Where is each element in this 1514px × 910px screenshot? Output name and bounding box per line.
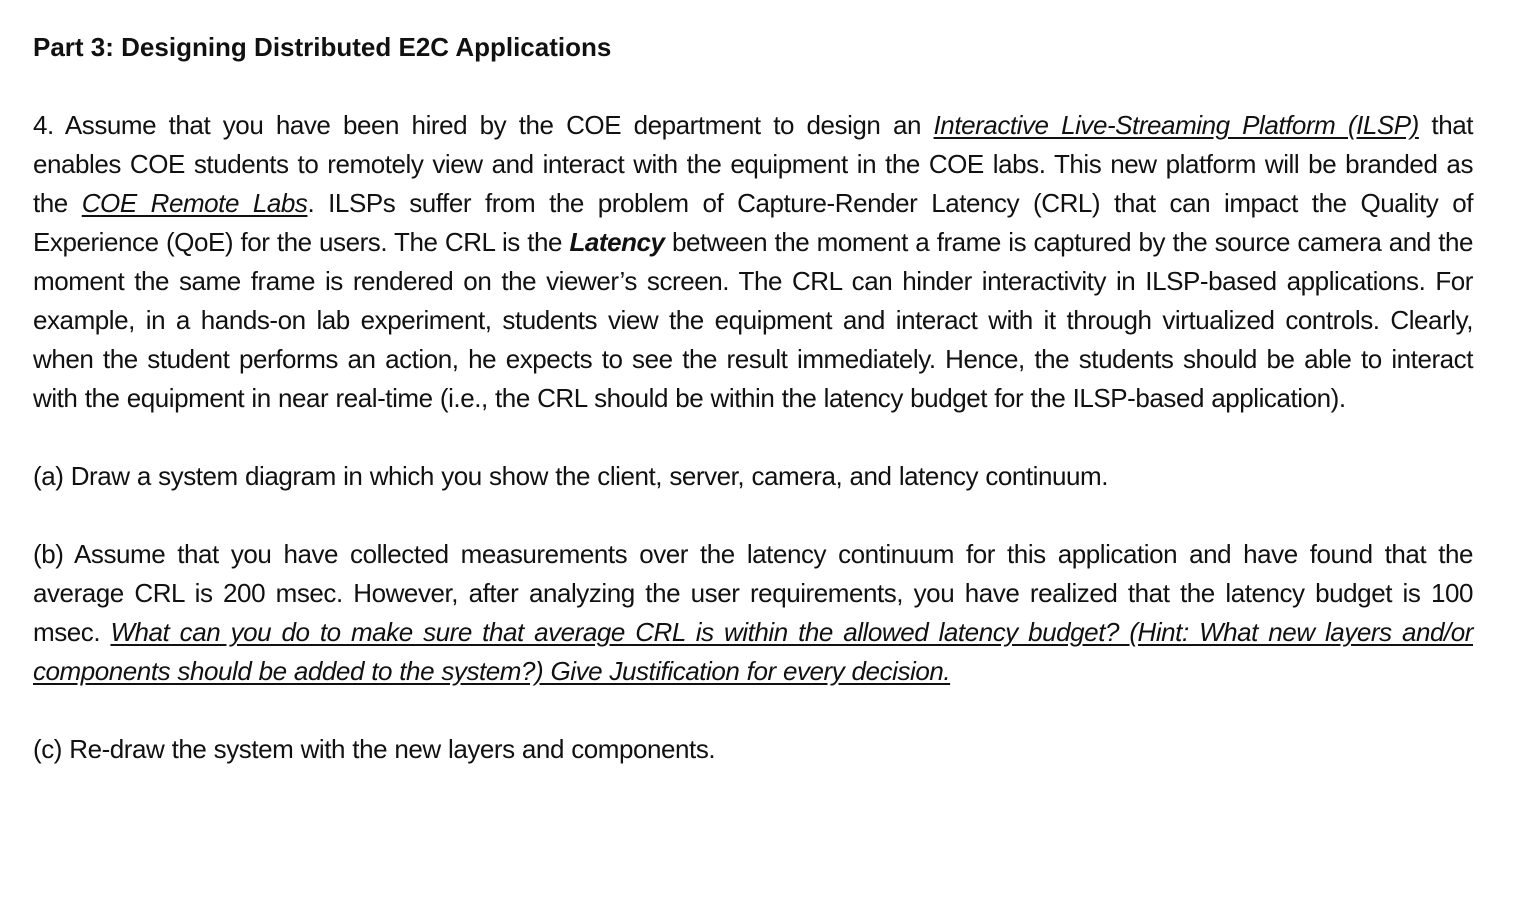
document-page bbox=[33, 28, 1473, 769]
section-heading: Part 3: Designing Distributed E2C Applications bbox=[33, 32, 612, 62]
part-a-paragraph: (a) Draw a system diagram in which you show the client, server, camera, and latency continuum. bbox=[33, 461, 1109, 491]
part-b-question: What can you do to make sure that average CRL is within the allowed latency budget? (Hint: What new layers and/or components should be added to the system?) Give Justification for every decision. bbox=[33, 617, 1473, 686]
question-4-text-3: . ILSPs suffer from the problem of Capture-Render Latency (CRL) that can impact the Quality of Experience (QoE) for the users. The CRL is the bbox=[33, 188, 1473, 257]
part-b-paragraph bbox=[33, 535, 1473, 691]
question-4-text-4: between the moment a frame is captured by the source camera and the moment the same frame is rendered on the viewer’s screen. The CRL can hinder interactivity in ILSP-based applications. For example, in a hands-on lab experiment, students view the equipment and interact with it through virtualized controls. Clearly, when the student performs an action, he expects to see the result immediately. Hence, the students should be able to interact with the equipment in near real-time (i.e., the CRL should be within the latency budget for the ILSP-based application). bbox=[33, 227, 1473, 413]
question-4-text-1: 4. Assume that you have been hired by the COE department to design an bbox=[33, 110, 934, 140]
ilsp-term: Interactive Live-Streaming Platform (ILSP) bbox=[933, 110, 1419, 140]
question-4-paragraph bbox=[33, 106, 1473, 418]
part-c-paragraph: (c) Re-draw the system with the new layers and components. bbox=[33, 734, 716, 764]
brand-name: COE Remote Labs bbox=[81, 188, 308, 218]
part-b-text: (b) Assume that you have collected measurements over the latency continuum for this application and have found that the average CRL is 200 msec. However, after analyzing the user requirements, you have realized that the latency budget is 100 msec. bbox=[33, 539, 1473, 647]
question-4-text-2: that enables COE students to remotely view and interact with the equipment in the COE labs. This new platform will be branded as the bbox=[33, 110, 1473, 218]
latency-term: Latency bbox=[569, 227, 665, 257]
